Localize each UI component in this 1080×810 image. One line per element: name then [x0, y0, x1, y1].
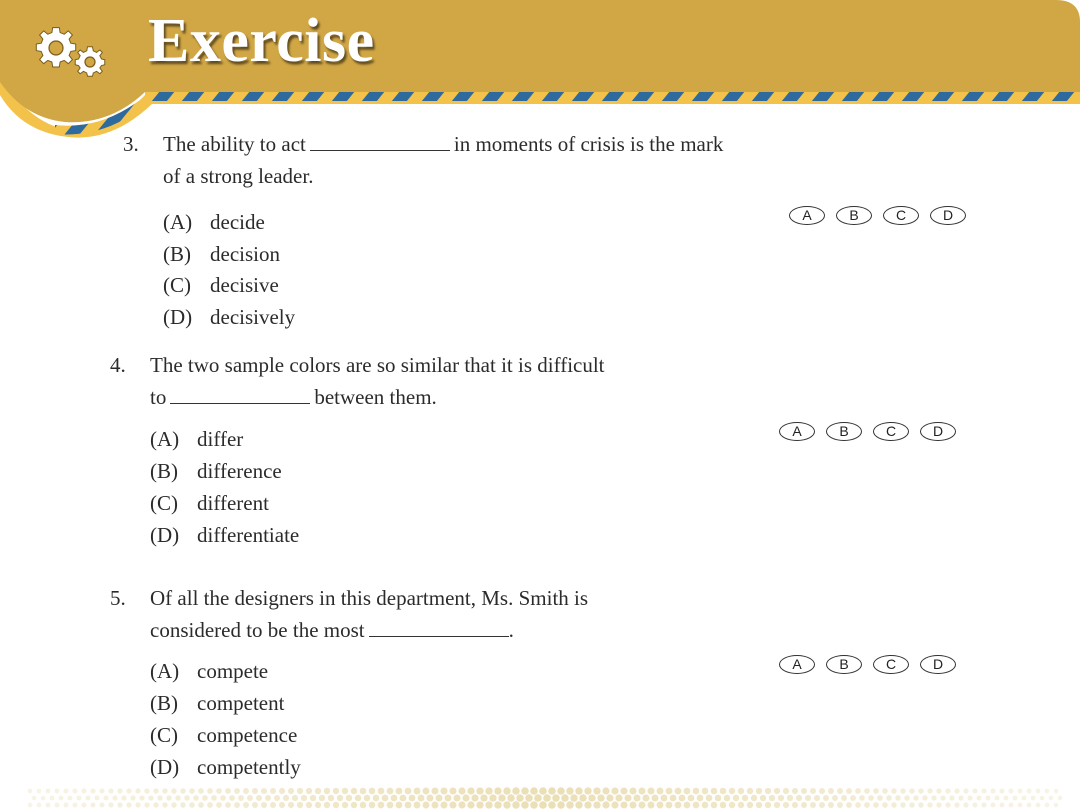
- option-b: [150, 455, 282, 487]
- option-text: differentiate: [197, 523, 300, 547]
- option-letter: (B): [150, 459, 178, 483]
- question-stem-line-2: [150, 381, 437, 413]
- option-letter: (D): [150, 523, 180, 547]
- option-letter: (D): [150, 755, 180, 779]
- bubble-b[interactable]: B: [826, 655, 862, 674]
- stem-text: Of all the designers in this department, Ms. Smith is: [150, 586, 589, 610]
- answer-bubbles-q4: [779, 422, 956, 441]
- option-letter: (C): [150, 723, 178, 747]
- option-letter: (C): [150, 491, 178, 515]
- stem-text: The two sample colors are so similar that it is difficult: [150, 353, 605, 377]
- answer-blank: [310, 128, 450, 151]
- question-stem-line-1: [163, 128, 723, 160]
- stem-text-after: in moments of crisis is the mark: [453, 132, 724, 156]
- stem-text: to: [150, 385, 167, 409]
- bubble-c[interactable]: C: [873, 422, 909, 441]
- bubble-a[interactable]: A: [779, 655, 815, 674]
- bubble-a[interactable]: A: [779, 422, 815, 441]
- stem-text: of a strong leader.: [163, 164, 314, 188]
- answer-blank: [369, 614, 509, 637]
- option-d: [150, 519, 299, 551]
- option-text: decide: [210, 210, 265, 234]
- option-c: [150, 487, 269, 519]
- option-letter: (A): [150, 659, 180, 683]
- question-3: [123, 128, 823, 338]
- stem-text-after: between them.: [314, 385, 437, 409]
- question-4: [110, 349, 810, 559]
- option-text: competent: [197, 691, 285, 715]
- option-text: differ: [197, 427, 244, 451]
- option-letter: (A): [150, 427, 180, 451]
- option-c: [150, 719, 297, 751]
- option-text: competently: [197, 755, 301, 779]
- question-5: [110, 582, 810, 787]
- bubble-d[interactable]: D: [920, 422, 956, 441]
- answer-bubbles-q5: [779, 655, 956, 674]
- option-b: [150, 687, 284, 719]
- option-a: [150, 655, 268, 687]
- option-letter: (C): [163, 273, 191, 297]
- option-text: difference: [197, 459, 282, 483]
- option-text: decision: [210, 242, 280, 266]
- gear-icon: [32, 22, 108, 89]
- question-number: 5.: [110, 586, 126, 610]
- option-letter: (B): [163, 242, 191, 266]
- option-d: [150, 751, 301, 783]
- bubble-b[interactable]: B: [836, 206, 872, 225]
- option-text: compete: [197, 659, 269, 683]
- option-text: decisive: [210, 273, 279, 297]
- answer-blank: [170, 381, 310, 404]
- stem-text-after: .: [508, 618, 514, 642]
- question-stem-line-2: [163, 160, 313, 192]
- option-letter: (D): [163, 305, 193, 329]
- option-text: competence: [197, 723, 298, 747]
- option-text: different: [197, 491, 269, 515]
- option-a: [150, 423, 243, 455]
- bubble-d[interactable]: D: [920, 655, 956, 674]
- question-number: 3.: [123, 132, 139, 156]
- bubble-a[interactable]: A: [789, 206, 825, 225]
- footer-dot-pattern: [0, 785, 1080, 810]
- bubble-c[interactable]: C: [873, 655, 909, 674]
- stem-text: The ability to act: [163, 132, 306, 156]
- question-stem-line-1: [150, 582, 588, 614]
- option-a: [163, 206, 265, 238]
- option-b: [163, 238, 280, 270]
- question-number: 4.: [110, 353, 126, 377]
- bubble-b[interactable]: B: [826, 422, 862, 441]
- option-letter: (B): [150, 691, 178, 715]
- option-text: decisively: [210, 305, 296, 329]
- option-c: [163, 269, 279, 301]
- answer-bubbles-q3: [789, 206, 966, 225]
- option-letter: (A): [163, 210, 193, 234]
- question-stem-line-2: [150, 614, 514, 646]
- page-title: Exercise: [148, 7, 375, 75]
- question-stem-line-1: [150, 349, 605, 381]
- option-d: [163, 301, 295, 333]
- stem-text: considered to be the most: [150, 618, 365, 642]
- bubble-d[interactable]: D: [930, 206, 966, 225]
- bubble-c[interactable]: C: [883, 206, 919, 225]
